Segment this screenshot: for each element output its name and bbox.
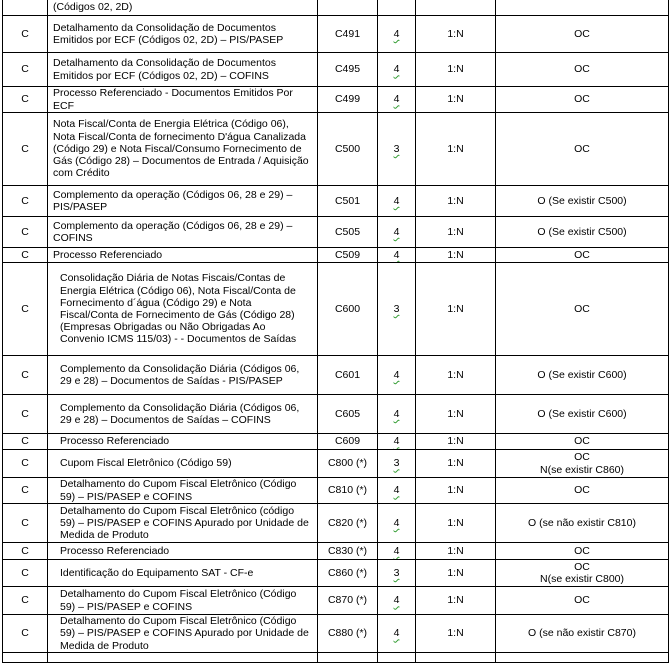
- level-cell-text: 4: [393, 484, 400, 497]
- description-cell: [48, 450, 318, 478]
- block-cell-text: C: [21, 516, 29, 529]
- obligation-cell-text: OC: [574, 484, 590, 497]
- block-cell-text: C: [21, 544, 29, 557]
- obligation-cell: [496, 615, 669, 653]
- table-row: [3, 560, 669, 587]
- register-code-cell: [318, 53, 378, 87]
- obligation-cell: [496, 587, 669, 615]
- level-cell-text: 4: [393, 516, 400, 529]
- block-cell-text: C: [21, 368, 29, 381]
- description-cell-text: Identificação do Equipamento SAT - CF-e: [60, 566, 254, 579]
- register-code-cell: [318, 504, 378, 543]
- description-cell: [48, 478, 318, 504]
- table-row: [3, 543, 669, 560]
- table-row: [3, 186, 669, 217]
- description-cell: [48, 653, 318, 663]
- level-cell-text: 4: [393, 93, 400, 106]
- occurrence-cell-text: 1:N: [447, 248, 464, 261]
- block-cell-text: C: [21, 302, 29, 315]
- block-cell-text: C: [21, 142, 29, 155]
- block-cell: [3, 217, 48, 248]
- description-cell: [48, 0, 318, 16]
- level-cell-text: 4: [393, 435, 400, 448]
- level-cell: [378, 615, 416, 653]
- block-cell-text: C: [21, 407, 29, 420]
- register-code-cell-text: C860 (*): [327, 566, 368, 579]
- table-row: [3, 434, 669, 450]
- block-cell-text: C: [21, 435, 29, 448]
- obligation-cell: [496, 543, 669, 560]
- obligation-cell-text: O (Se existir C600): [537, 407, 627, 420]
- block-cell: [3, 615, 48, 653]
- block-cell-text: C: [21, 627, 29, 640]
- block-cell: [3, 16, 48, 53]
- level-cell: [378, 248, 416, 263]
- register-code-cell-text: C495: [334, 63, 361, 76]
- level-cell: [378, 53, 416, 87]
- level-cell: [378, 0, 416, 16]
- description-cell: [48, 53, 318, 87]
- register-code-cell: [318, 543, 378, 560]
- block-cell: [3, 504, 48, 543]
- description-cell: [48, 186, 318, 217]
- register-code-cell-text: C491: [334, 27, 361, 40]
- table-row: [3, 53, 669, 87]
- occurrence-cell-text: 1:N: [447, 194, 464, 207]
- level-cell-text: 4: [393, 248, 400, 261]
- obligation-cell-text: OC: [574, 302, 590, 315]
- occurrence-cell-text: 1:N: [447, 27, 464, 40]
- block-cell: [3, 478, 48, 504]
- register-code-cell-text: C500: [334, 142, 361, 155]
- obligation-cell: [496, 217, 669, 248]
- occurrence-cell-text: 1:N: [447, 435, 464, 448]
- level-cell: [378, 434, 416, 450]
- description-cell-text: Detalhamento da Consolidação de Documentos Emitidos por ECF (Códigos 02, 2D) – PIS/PASEP: [53, 21, 284, 46]
- level-cell: [378, 186, 416, 217]
- obligation-cell: [496, 395, 669, 434]
- table-row: [3, 450, 669, 478]
- table-row: [3, 87, 669, 113]
- occurrence-cell-text: 1:N: [447, 544, 464, 557]
- block-cell: [3, 395, 48, 434]
- block-cell-text: C: [21, 27, 29, 40]
- register-code-cell-text: C820 (*): [327, 516, 368, 529]
- occurrence-cell-text: 1:N: [447, 457, 464, 470]
- description-cell: [48, 587, 318, 615]
- register-code-cell: [318, 113, 378, 186]
- level-cell-text: 4: [393, 27, 400, 40]
- occurrence-cell-text: 1:N: [447, 302, 464, 315]
- occurrence-cell: [416, 186, 496, 217]
- occurrence-cell-text: 1:N: [447, 516, 464, 529]
- obligation-cell-text: OC: [574, 63, 590, 76]
- level-cell-text: 4: [393, 627, 400, 640]
- description-cell-text: Detalhamento da Consolidação de Documentos Emitidos por ECF (Códigos 02, 2D) – COFINS: [53, 57, 276, 82]
- description-cell: [48, 395, 318, 434]
- occurrence-cell: [416, 53, 496, 87]
- table-row: [3, 16, 669, 53]
- register-code-cell: [318, 186, 378, 217]
- occurrence-cell-text: 1:N: [447, 368, 464, 381]
- level-cell-text: 3: [393, 457, 400, 470]
- register-code-cell: [318, 87, 378, 113]
- occurrence-cell-text: 1:N: [447, 566, 464, 579]
- obligation-cell: [496, 53, 669, 87]
- register-code-cell: [318, 615, 378, 653]
- occurrence-cell-text: 1:N: [447, 594, 464, 607]
- description-cell: [48, 263, 318, 356]
- block-cell: [3, 450, 48, 478]
- obligation-cell-text: OC: [574, 594, 590, 607]
- obligation-cell: [496, 653, 669, 663]
- block-cell: [3, 87, 48, 113]
- occurrence-cell: [416, 87, 496, 113]
- description-cell-text: Processo Referenciado: [53, 248, 163, 261]
- obligation-cell: [496, 263, 669, 356]
- register-code-cell-text: C509: [334, 248, 361, 261]
- occurrence-cell: [416, 653, 496, 663]
- table-row: [3, 653, 669, 663]
- table-row: [3, 504, 669, 543]
- level-cell: [378, 504, 416, 543]
- occurrence-cell: [416, 217, 496, 248]
- level-cell: [378, 217, 416, 248]
- obligation-cell-text: OC: [574, 248, 590, 261]
- occurrence-cell: [416, 504, 496, 543]
- obligation-condition-text: N(se existir C800): [539, 573, 625, 585]
- register-code-cell-text: C609: [334, 435, 361, 448]
- description-cell-text: Processo Referenciado - Documentos Emitidos Por ECF: [53, 87, 293, 112]
- table-row: [3, 0, 669, 16]
- occurrence-cell-text: 1:N: [447, 484, 464, 497]
- register-code-cell: [318, 217, 378, 248]
- occurrence-cell: [416, 356, 496, 395]
- block-cell-text: C: [21, 225, 29, 238]
- obligation-cell-text: OC: [574, 142, 590, 155]
- register-code-cell-text: C800 (*): [327, 457, 368, 470]
- obligation-cell-text: OC: [574, 544, 590, 557]
- table-row: [3, 587, 669, 615]
- description-cell-text: Complemento da Consolidação Diária (Códigos 06, 29 e 28) – Documentos de Saídas – COFINS: [60, 401, 300, 426]
- register-code-cell-text: C870 (*): [327, 594, 368, 607]
- obligation-cell-text: O (Se existir C500): [537, 194, 627, 207]
- level-cell-text: 3: [393, 566, 400, 579]
- obligation-cell-text: O (Se existir C600): [537, 368, 627, 381]
- register-code-cell-text: C600: [334, 302, 361, 315]
- obligation-cell-text: O (se não existir C870): [528, 627, 636, 640]
- obligation-cell: [496, 113, 669, 186]
- level-cell: [378, 478, 416, 504]
- block-cell-text: C: [21, 457, 29, 470]
- obligation-cell: [496, 356, 669, 395]
- level-cell-text: 3: [393, 142, 400, 155]
- description-cell-text: Consolidação Diária de Notas Fiscais/Contas de Energia Elétrica (Código 06), Nota Fiscal/Conta de Fornecimento d´água (Código 29) e Nota Fiscal/Conta de Fornecimento de Gás (Código 28) (Empresas Obrigadas ou Não Obrigadas Ao Convenio ICMS 115/03) - - Documentos de Saídas: [60, 272, 297, 346]
- obligation-cell-text: O (se não existir C810): [528, 516, 636, 529]
- register-code-cell: [318, 0, 378, 16]
- register-code-cell: [318, 16, 378, 53]
- block-cell-text: C: [21, 63, 29, 76]
- obligation-cell: [496, 478, 669, 504]
- register-code-cell-text: C501: [334, 194, 361, 207]
- description-cell: [48, 615, 318, 653]
- occurrence-cell: [416, 113, 496, 186]
- register-code-cell: [318, 356, 378, 395]
- description-cell-text: Processo Referenciado: [60, 435, 170, 448]
- level-cell-text: 4: [393, 544, 400, 557]
- description-cell-text: (Códigos 02, 2D): [53, 1, 133, 14]
- block-cell: [3, 587, 48, 615]
- block-cell-text: C: [21, 594, 29, 607]
- block-cell: [3, 113, 48, 186]
- level-cell: [378, 87, 416, 113]
- block-cell: [3, 53, 48, 87]
- level-cell-text: 4: [393, 594, 400, 607]
- occurrence-cell: [416, 560, 496, 587]
- occurrence-cell-text: 1:N: [447, 93, 464, 106]
- block-cell: [3, 263, 48, 356]
- register-code-cell: [318, 248, 378, 263]
- occurrence-cell: [416, 248, 496, 263]
- description-cell-text: Detalhamento do Cupom Fiscal Eletrônico (código 59) – PIS/PASEP e COFINS Apurado por Unidade de Medida de Produto: [60, 504, 309, 542]
- occurrence-cell: [416, 16, 496, 53]
- table-row: [3, 356, 669, 395]
- description-cell-text: Cupom Fiscal Eletrônico (Código 59): [60, 457, 232, 470]
- description-cell: [48, 356, 318, 395]
- register-code-cell-text: C601: [334, 368, 361, 381]
- obligation-cell-text: OC: [574, 435, 590, 448]
- table-row: [3, 217, 669, 248]
- level-cell: [378, 450, 416, 478]
- description-cell-text: Complemento da operação (Códigos 06, 28 e 29) – COFINS: [53, 219, 293, 244]
- obligation-cell-text: O (Se existir C500): [537, 225, 627, 238]
- register-code-cell-text: C499: [334, 93, 361, 106]
- obligation-cell: [496, 186, 669, 217]
- occurrence-cell: [416, 587, 496, 615]
- level-cell-text: 4: [393, 225, 400, 238]
- register-code-cell: [318, 560, 378, 587]
- level-cell: [378, 356, 416, 395]
- obligation-cell: [496, 0, 669, 16]
- description-cell: [48, 16, 318, 53]
- block-cell: [3, 186, 48, 217]
- register-code-cell-text: C830 (*): [327, 544, 368, 557]
- obligation-cell-text: OC: [574, 27, 590, 40]
- register-code-cell: [318, 653, 378, 663]
- occurrence-cell: [416, 434, 496, 450]
- register-code-cell: [318, 263, 378, 356]
- register-table-body: [3, 0, 669, 663]
- description-cell-text: Detalhamento do Cupom Fiscal Eletrônico (Código 59) – PIS/PASEP e COFINS: [60, 588, 297, 613]
- register-code-cell-text: C605: [334, 407, 361, 420]
- register-code-cell: [318, 587, 378, 615]
- table-row: [3, 263, 669, 356]
- description-cell: [48, 504, 318, 543]
- obligation-cell: [496, 504, 669, 543]
- block-cell: [3, 543, 48, 560]
- level-cell-text: 4: [393, 407, 400, 420]
- block-cell: [3, 356, 48, 395]
- obligation-cell-text: OC: [574, 451, 590, 464]
- occurrence-cell: [416, 450, 496, 478]
- register-code-cell: [318, 450, 378, 478]
- occurrence-cell: [416, 543, 496, 560]
- obligation-cell-text: OC: [574, 93, 590, 106]
- level-cell-text: 4: [393, 194, 400, 207]
- level-cell-text: 4: [393, 368, 400, 381]
- description-cell: [48, 434, 318, 450]
- description-cell: [48, 543, 318, 560]
- block-cell-text: C: [21, 93, 29, 106]
- block-cell: [3, 248, 48, 263]
- table-row: [3, 615, 669, 653]
- register-code-cell: [318, 395, 378, 434]
- occurrence-cell-text: 1:N: [447, 63, 464, 76]
- obligation-cell: [496, 16, 669, 53]
- occurrence-cell-text: 1:N: [447, 627, 464, 640]
- obligation-cell: [496, 450, 669, 478]
- obligation-cell: [496, 87, 669, 113]
- obligation-cell: [496, 560, 669, 587]
- occurrence-cell: [416, 263, 496, 356]
- level-cell: [378, 395, 416, 434]
- register-code-cell: [318, 434, 378, 450]
- level-cell: [378, 263, 416, 356]
- obligation-cell: [496, 248, 669, 263]
- level-cell: [378, 16, 416, 53]
- occurrence-cell: [416, 478, 496, 504]
- level-cell-text: 3: [393, 302, 400, 315]
- description-cell-text: Detalhamento do Cupom Fiscal Eletrônico (Código 59) – PIS/PASEP e COFINS: [60, 478, 297, 503]
- level-cell: [378, 653, 416, 663]
- occurrence-cell: [416, 0, 496, 16]
- occurrence-cell-text: 1:N: [447, 407, 464, 420]
- block-cell: [3, 434, 48, 450]
- level-cell: [378, 560, 416, 587]
- block-cell-text: C: [21, 194, 29, 207]
- obligation-cell-text: OC: [574, 560, 590, 573]
- description-cell-text: Detalhamento do Cupom Fiscal Eletrônico (Código 59) – PIS/PASEP e COFINS Apurado por Unidade de Medida de Produto: [60, 615, 309, 652]
- table-row: [3, 395, 669, 434]
- register-code-cell-text: C880 (*): [327, 627, 368, 640]
- description-cell: [48, 560, 318, 587]
- occurrence-cell-text: 1:N: [447, 225, 464, 238]
- register-code-cell-text: C810 (*): [327, 484, 368, 497]
- table-row: [3, 113, 669, 186]
- block-cell: [3, 653, 48, 663]
- description-cell-text: Nota Fiscal/Conta de Energia Elétrica (Código 06), Nota Fiscal/Conta de fornecimento D'água Canalizada (Código 29) e Nota Fiscal/Consumo Fornecimento de Gás (Código 28) – Documentos de Entrada / Aquisição com Crédito: [53, 118, 309, 180]
- block-cell: [3, 560, 48, 587]
- description-cell: [48, 113, 318, 186]
- level-cell-text: 4: [393, 63, 400, 76]
- register-code-cell: [318, 478, 378, 504]
- level-cell: [378, 113, 416, 186]
- block-cell-text: C: [21, 248, 29, 261]
- description-cell-text: Processo Referenciado: [60, 544, 170, 557]
- description-cell: [48, 248, 318, 263]
- occurrence-cell: [416, 615, 496, 653]
- table-row: [3, 248, 669, 263]
- block-cell: [3, 0, 48, 16]
- block-cell-text: C: [21, 484, 29, 497]
- level-cell: [378, 543, 416, 560]
- description-cell-text: Complemento da operação (Códigos 06, 28 e 29) – PIS/PASEP: [53, 188, 293, 213]
- description-cell: [48, 217, 318, 248]
- register-code-cell-text: C505: [334, 225, 361, 238]
- register-table: [2, 0, 669, 663]
- level-cell: [378, 587, 416, 615]
- occurrence-cell: [416, 395, 496, 434]
- description-cell: [48, 87, 318, 113]
- obligation-condition-text: N(se existir C860): [539, 463, 625, 476]
- occurrence-cell-text: 1:N: [447, 142, 464, 155]
- description-cell-text: Complemento da Consolidação Diária (Códigos 06, 29 e 28) – Documentos de Saídas - PIS/PASEP: [60, 362, 300, 387]
- block-cell-text: C: [21, 566, 29, 579]
- obligation-cell: [496, 434, 669, 450]
- table-row: [3, 478, 669, 504]
